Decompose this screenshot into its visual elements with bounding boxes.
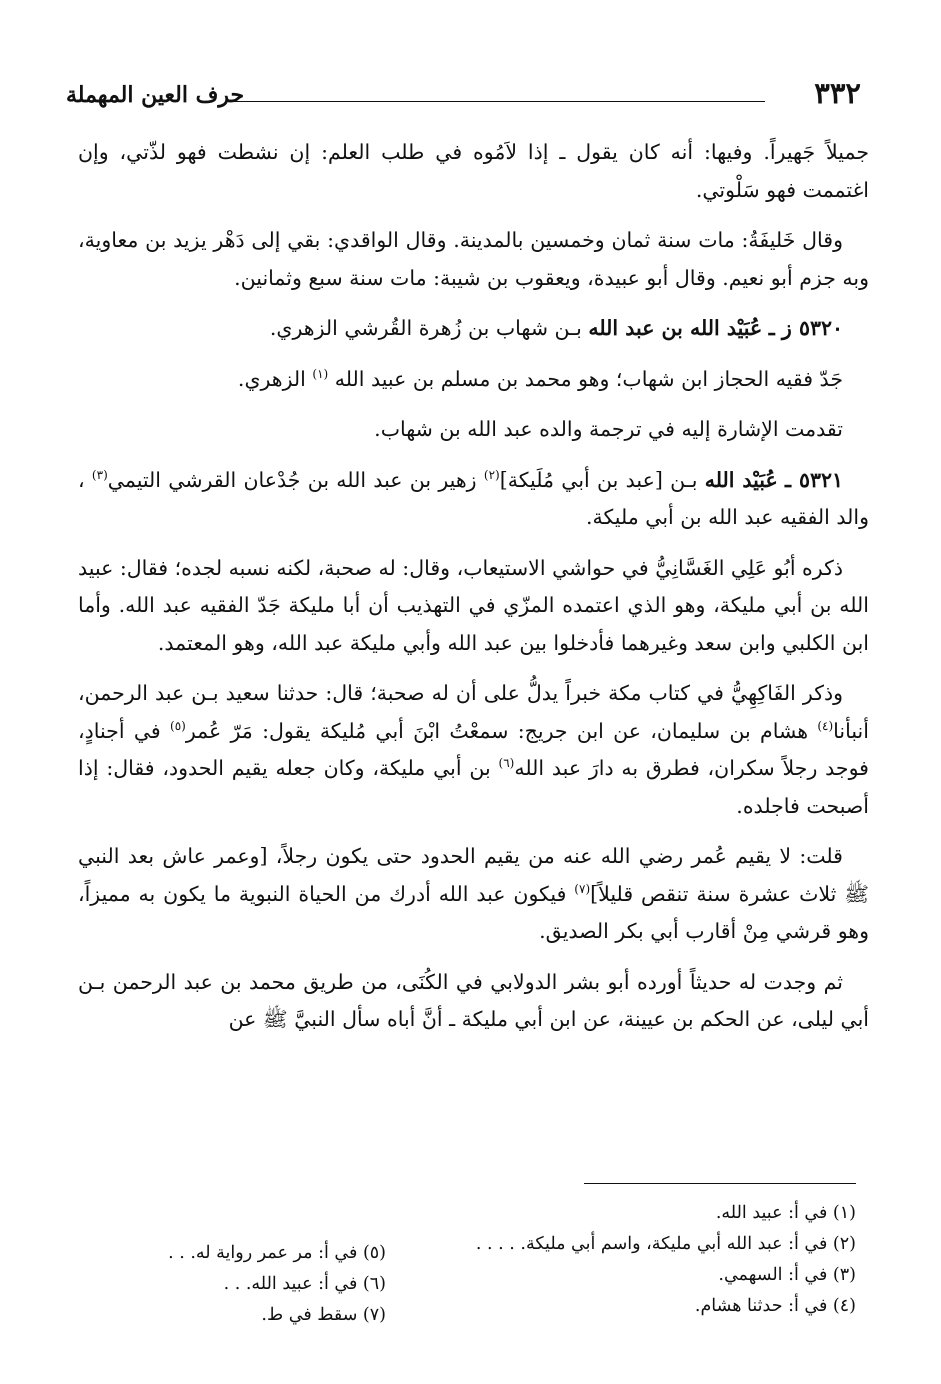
paragraph — [78, 222, 869, 297]
paragraph — [78, 964, 869, 1039]
entry-number: ٥٣٢١ ـ — [785, 467, 843, 492]
paragraph-text: تقدمت الإشارة إليه في ترجمة والده عبد الله بن شهاب. — [374, 417, 843, 441]
paragraph-text: قلت: لا يقيم عُمر رضي الله عنه من يقيم الحدود حتى يكون رجلاً، [وعمر عاش بعد النبي ﷺ ثلاث عشرة سنة تنقص قليلاً] — [78, 844, 869, 906]
footnote: (٦) في أ: عبيد الله. . . — [223, 1274, 386, 1294]
entry-number: ٥٣٢٠ ز ـ — [768, 316, 843, 340]
footnote-ref: (٤) — [817, 718, 834, 733]
page-number: ٣٣٢ — [814, 76, 861, 110]
footnote-ref: (٢) — [483, 467, 500, 482]
footnotes-left-column — [66, 1238, 386, 1331]
paragraph-text: ثم وجدت له حديثاً أورده أبو بشر الدولابي في الكُنَى، من طريق محمد بن عبد الرحمن بـن أبي ليلى، عن الحكم بن عيينة، عن ابن أبي مليكة ـ أنَّ أباه سأل النبيَّ ﷺ عن — [78, 969, 869, 1031]
paragraph-text: هشام بن سليمان، عن ابن جريج: سمعْتُ ابْنَ أبي مُليكة يقول: مَرّ عُمر — [185, 718, 809, 743]
footnotes-right-column — [426, 1198, 856, 1322]
paragraph — [78, 838, 869, 951]
footnote-ref: (٧) — [574, 881, 591, 896]
entry-5321 — [78, 462, 869, 537]
page-header — [66, 76, 875, 112]
entry-lineage: بـن [عبد بن أبي مُلَيكة] — [499, 467, 698, 492]
paragraph — [78, 361, 869, 399]
paragraph — [78, 675, 869, 825]
footnote: (٣) في أ: السهمي. — [718, 1265, 856, 1285]
footnote: (٢) في أ: عبد الله أبي مليكة، واسم أبي مليكة. . . . . — [475, 1234, 856, 1254]
footnote-ref: (٥) — [170, 718, 186, 733]
entry-lineage: زهير بن عبد الله بن جُدْعان القرشي التيمي — [107, 467, 477, 492]
footnote: (٧) سقط في ط. — [261, 1305, 386, 1325]
entry-5320 — [78, 310, 869, 348]
paragraph-text: ذكره أبُو عَلِي الغَسَّانِيُّ في حواشي الاستيعاب، وقال: له صحبة، لكنه نسبه لجده؛ فقال: عبيد الله بن أبي مليكة، وهو الذي اعتمده المزّي في التهذيب أن أبا مليكة جَدّ الفقيه عبد الله. وأما ابن الكلبي وابن سعد وغيرهما فأدخلوا بين عبد الله وأبي مليكة عبد الله، وهو المعتمد. — [78, 555, 869, 655]
paragraph — [78, 134, 869, 209]
footnote-ref: (٦) — [498, 756, 515, 771]
header-rule — [228, 101, 765, 102]
running-title: حرف العين المهملة — [66, 82, 245, 108]
paragraph-text: وقال خَليفَةُ: مات سنة ثمان وخمسين بالمدينة. وقال الواقدي: بقي إلى دَهْر يزيد بن معاوية، وبه جزم أبو نعيم. وقال أبو عبيدة، ويعقوب بن شيبة: مات سنة سبع وثمانين. — [78, 228, 869, 290]
paragraph-text: جَدّ فقيه الحجاز ابن شهاب؛ وهو محمد بن مسلم بن عبيد الله — [334, 366, 843, 391]
paragraph-text: الزهري. — [237, 366, 306, 391]
paragraph-text: في أجنادٍ، فوجد رجلاً سكران، فطرق به دارَ عبد الله — [78, 718, 869, 780]
paragraph-text: بن أبي مليكة، وكان جعله يقيم الحدود، فقال: إذا أصبحت فاجلده. — [78, 756, 869, 818]
footnote: (٥) في أ: مر عمر رواية له. . . — [168, 1243, 386, 1263]
paragraph — [78, 411, 869, 449]
entry-lineage: ، والد الفقيه عبد الله بن أبي مليكة. — [78, 467, 869, 529]
entry-name: عُبَيْد الله بن عبد الله — [588, 316, 763, 340]
footnote-ref: (١) — [312, 366, 329, 381]
paragraph-text: فيكون عبد الله أدرك من الحياة النبوية ما يكون به مميزاً، وهو قرشي مِنْ أقارب أبي بكر الصديق. — [78, 881, 869, 943]
footnote: (٤) في أ: حدثنا هشام. — [694, 1296, 856, 1316]
paragraph — [78, 550, 869, 663]
main-text — [78, 134, 869, 1052]
entry-lineage: بـن شهاب بن زُهرة القُرشي الزهري. — [269, 316, 582, 340]
footnote-rule — [584, 1183, 856, 1184]
paragraph-text: وذكر الفَاكِهِيُّ في كتاب مكة خبراً يدلُّ على أن له صحبة؛ قال: حدثنا سعيد بـن عبد الرحمن، أنبأنا — [78, 681, 869, 743]
footnote: (١) في أ: عبيد الله. — [715, 1203, 856, 1223]
paragraph-text: جميلاً جَهيراً. وفيها: أنه كان يقول ـ إذا لاَمُوه في طلب العلم: إن نشطت فهو لذّتي، وإن اغتممت فهو سَلْوتي. — [78, 140, 869, 202]
footnote-ref: (٣) — [91, 467, 108, 482]
entry-name: عُبَيْد الله — [704, 467, 778, 492]
